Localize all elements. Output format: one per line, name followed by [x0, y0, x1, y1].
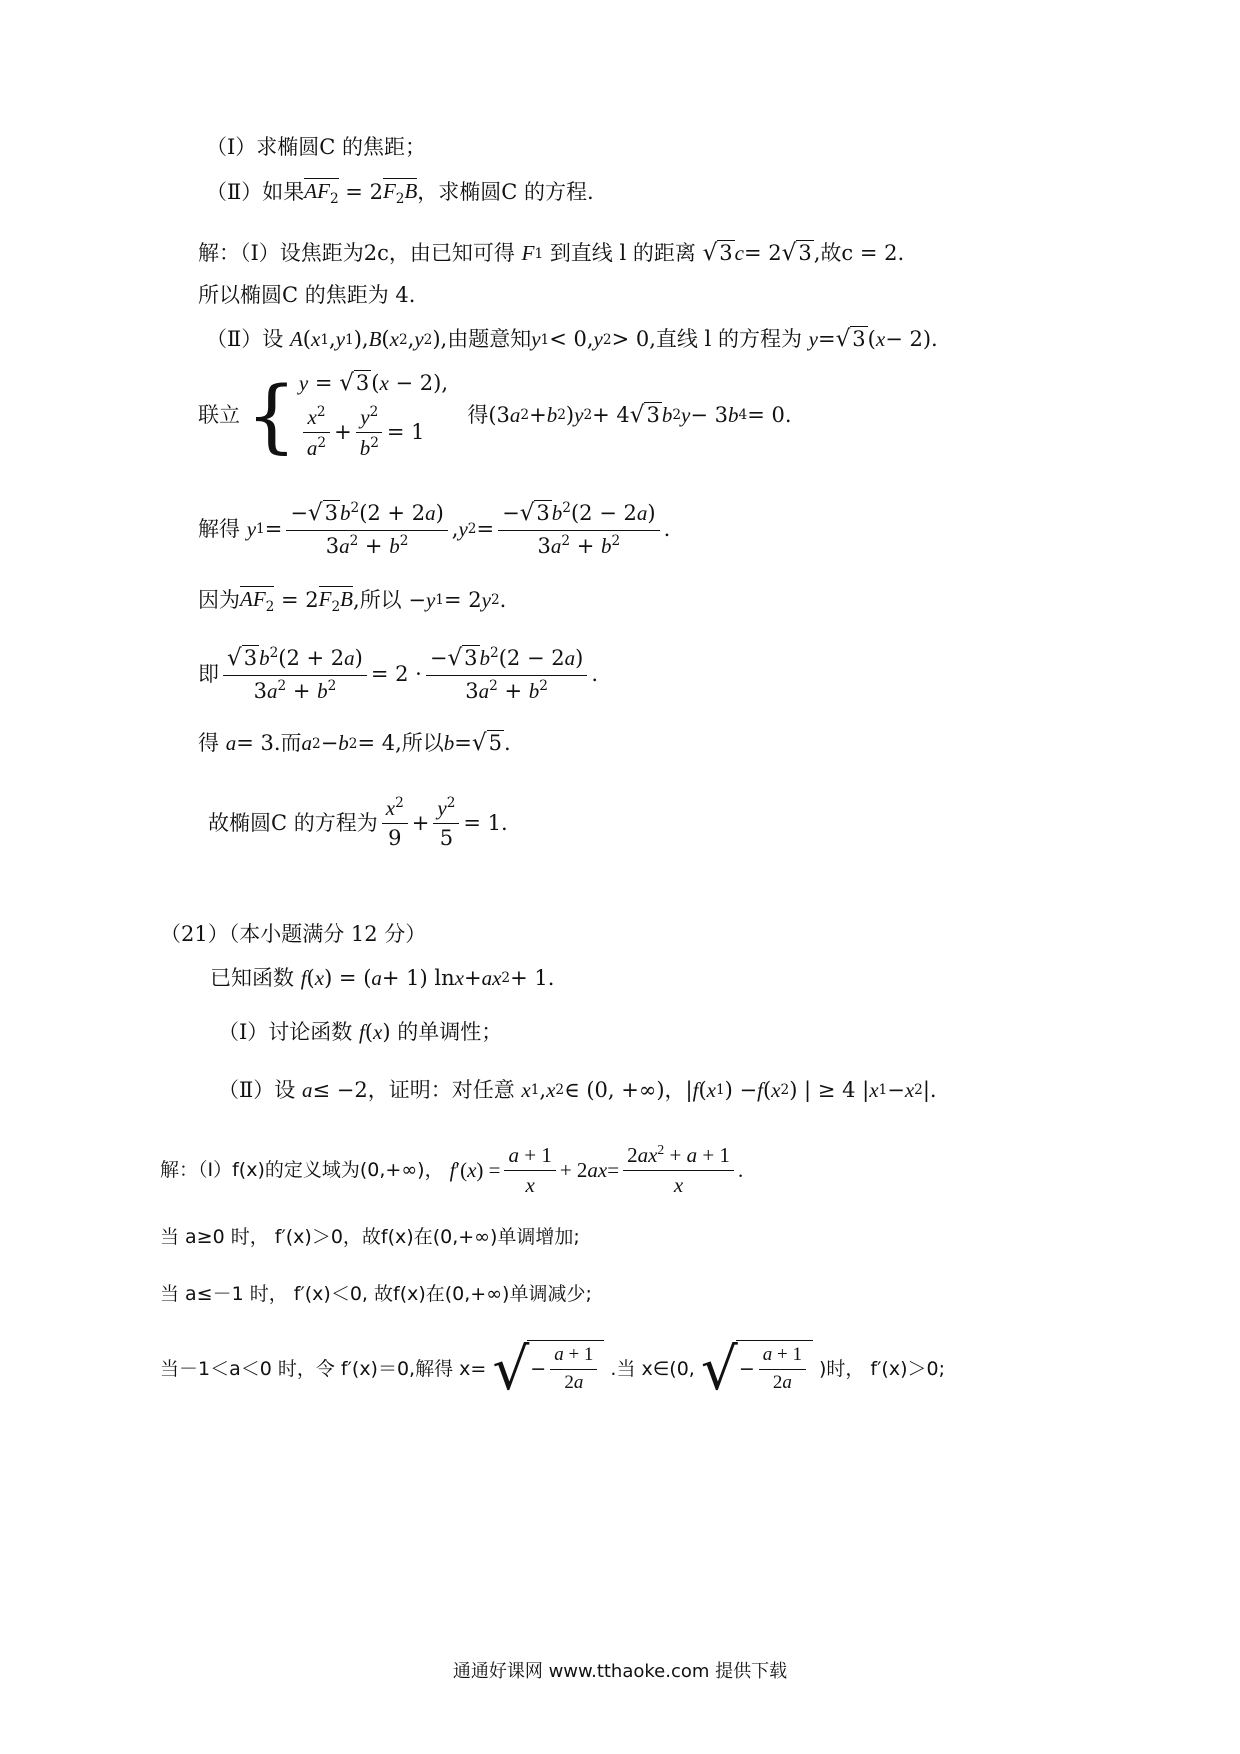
text: 故椭圆C 的方程为	[208, 810, 378, 835]
text: 解：（Ⅰ）f(x)的定义域为(0,+∞)，	[160, 1158, 444, 1181]
text: .当 x∈(0,	[610, 1357, 695, 1380]
math: $AF_2$	[304, 179, 339, 208]
question-21-part-2: （Ⅱ）设 a ≤ −2 ，证明：对任意 x 1 , x 2 ∈ (0, +∞)，| f ( x 1 ) − f ( x 2 ) | ≥ 4 | x 1 − x 2 |.	[218, 1078, 937, 1102]
solution-line-6: 因为 $AF_2$ = 2 $F_2B$ , 所以 − y 1 = 2 y 2 .	[198, 587, 507, 616]
answer-line-2	[160, 1226, 580, 1249]
fraction: $\frac{√3b^2(2 + 2a)}{3a^2 + b^2}$	[223, 645, 367, 704]
text: 联立	[198, 402, 240, 427]
solution-line-7: 即 $\frac{√3b^2(2 + 2a)}{3a^2 + b^2}$ = 2 · $\frac{-√3b^2(2 - 2a)}{3a^2 + b^2}$ .	[198, 645, 598, 703]
fraction: $\frac{a + 1}{x}$	[504, 1143, 555, 1198]
solution-line-5: 解得 y 1 = $\frac{-√3b^2(2 + 2a)}{3a^2 + b^2}$ , y 2 = $\frac{-√3b^2(2 - 2a)}{3a^2 + b^2}$ .	[198, 500, 671, 558]
text: （21）（本小题满分 12 分）	[160, 922, 427, 946]
radical: √ − $\frac{a + 1}{2a}$	[701, 1340, 813, 1398]
fraction: $\frac{x^2}{9}$	[382, 795, 408, 851]
question-21-statement: 已知函数 f ( x ) = ( a + 1) ln x + ax 2 + 1.	[210, 966, 555, 990]
text: 解得	[198, 516, 240, 541]
radical: √ − $\frac{a + 1}{2a}$	[492, 1340, 604, 1398]
math: $F_2B$	[382, 179, 418, 208]
question-part-1	[206, 135, 426, 160]
text: 得	[198, 731, 219, 756]
math: √3	[835, 326, 866, 352]
text: 的单调性；	[397, 1020, 503, 1044]
text: 所以椭圆C 的焦距为 4.	[198, 283, 416, 307]
text: （Ⅱ）如果	[206, 179, 305, 204]
text: 因为	[198, 587, 240, 612]
solution-line-2	[198, 283, 415, 308]
page-footer: 通通好课网 www.tthaoke.com 提供下载	[452, 1661, 788, 1682]
text: 解：（Ⅰ）设焦距为2c，由已知可得	[198, 241, 515, 266]
text: 已知函数	[210, 966, 294, 990]
fraction: $\frac{y^2}{5}$	[433, 795, 459, 851]
text: （Ⅱ）设	[218, 1078, 296, 1102]
fraction: $\frac{2ax^2 + a + 1}{x}$	[623, 1142, 734, 1198]
text: 当－1＜a＜0 时，令 f′(x)＝0,解得 x=	[160, 1357, 487, 1380]
text: 到直线 l 的距离	[549, 241, 696, 266]
text: （Ⅱ）设	[206, 327, 284, 352]
text: 所以	[401, 731, 444, 756]
text: 当 a≥0 时， f′(x)＞0，故f(x)在(0,+∞)单调增加;	[160, 1226, 580, 1248]
text: 得	[467, 402, 489, 427]
text: （Ⅰ）求椭圆C 的焦距；	[206, 135, 427, 159]
question-21-part-1: （Ⅰ）讨论函数 f ( x ) 的单调性；	[218, 1020, 503, 1044]
question-21-heading	[160, 922, 426, 947]
answer-line-3	[160, 1283, 592, 1306]
fraction: $\frac{-√3b^2(2 - 2a)}{3a^2 + b^2}$	[426, 645, 587, 704]
solution-line-8: 得 a = 3. 而 a 2 − b 2 = 4, 所以 b = √5 .	[198, 730, 511, 756]
text: 所以	[359, 587, 402, 612]
equation-system: { y = √3(x − 2), $\frac{x^2}{a^2}$ + $\frac{y^2}{b^2}$ = 1	[246, 368, 448, 462]
math: √3	[781, 240, 812, 266]
solution-line-4: 联立 { y = √3(x − 2), $\frac{x^2}{a^2}$ + $\frac{y^2}{b^2}$ = 1 得 (3 a 2 + b 2 ) y 2 + 4 √3 b 2 y − 3 b 4 = 0.	[198, 368, 792, 462]
solution-line-9: 故椭圆C 的方程为 $\frac{x^2}{9}$ + $\frac{y^2}{5}$ = 1.	[208, 795, 508, 851]
text: 故c = 2.	[820, 241, 905, 266]
text: 即	[198, 661, 219, 686]
answer-line-1: 解：（Ⅰ）f(x)的定义域为(0,+∞)， f ′( x ) = $\frac{a + 1}{x}$ + 2 ax = $\frac{2ax^2 + a + 1}{x}$ .	[160, 1142, 744, 1198]
solution-line-3: （Ⅱ）设 A ( x 1 , y 1 ), B ( x 2 , y 2 ), 由题意知 y 1 < 0, y 2 > 0, 直线 l 的方程为 y = √3 ( x − 2).	[206, 326, 938, 352]
text: ，求椭圆C 的方程.	[417, 179, 594, 204]
text: （Ⅰ）讨论函数	[218, 1020, 353, 1044]
text: 而	[280, 731, 302, 756]
text: ，证明：对任意	[367, 1078, 515, 1102]
text: 当 a≤－1 时， f′(x)＜0, 故f(x)在(0,+∞)单调减少;	[160, 1283, 592, 1305]
fraction: $\frac{-√3b^2(2 + 2a)}{3a^2 + b^2}$	[286, 500, 447, 559]
text: 直线 l 的方程为	[655, 327, 802, 352]
text: 由题意知	[447, 327, 532, 352]
text: )时， f′(x)＞0;	[818, 1357, 945, 1380]
question-part-2: （Ⅱ）如果 $AF_2$ = 2 $F_2B$ ，求椭圆C 的方程.	[206, 179, 594, 208]
math: √3	[702, 240, 733, 266]
solution-line-1: 解：（Ⅰ）设焦距为2c，由已知可得 F 1 到直线 l 的距离 √3 c = 2 √3 , 故c = 2.	[198, 240, 905, 266]
answer-line-4	[160, 1335, 945, 1403]
fraction: $\frac{-√3b^2(2 - 2a)}{3a^2 + b^2}$	[498, 500, 659, 559]
